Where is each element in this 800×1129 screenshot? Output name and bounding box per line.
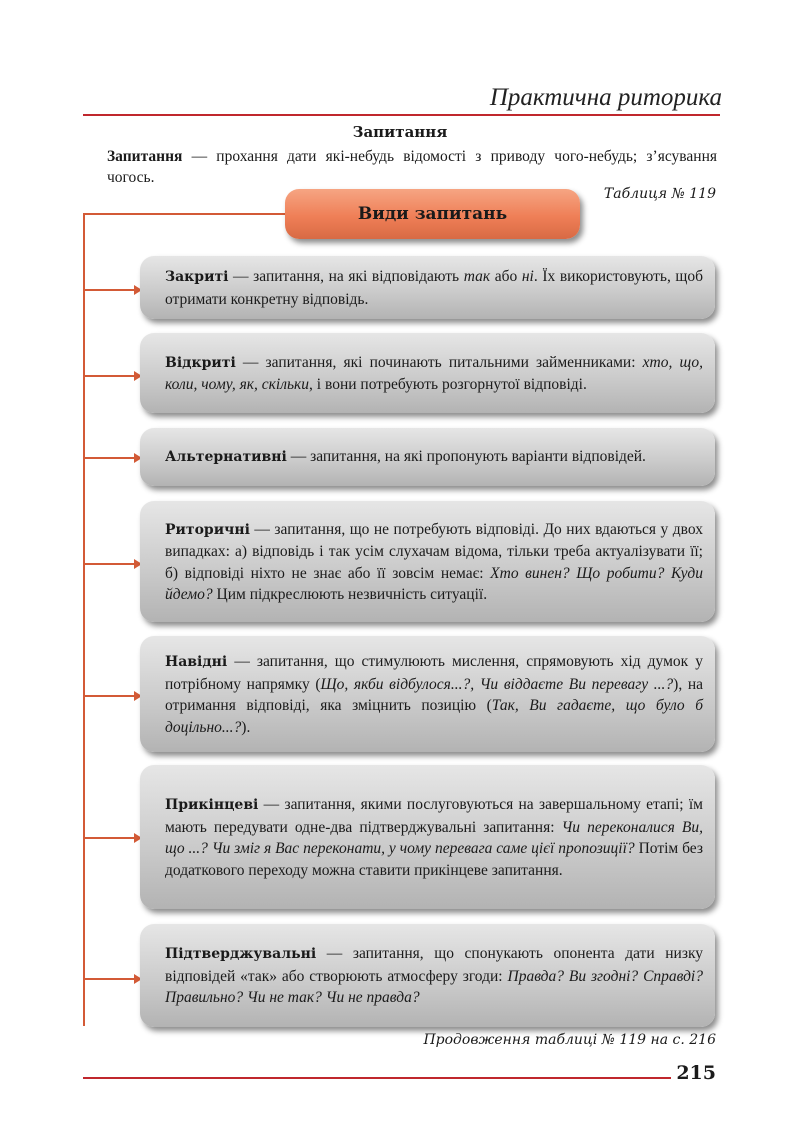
table-continued-note: Продовження таблиці № 119 на с. 216: [423, 1032, 716, 1048]
text-run: . Їх використовують, щоб отримати конкретну відповідь.: [165, 268, 703, 308]
question-type-text: [165, 446, 703, 469]
table-heading: Види запитань: [357, 204, 508, 224]
connector-arrow: [84, 457, 140, 459]
question-type-box-open: [140, 333, 715, 413]
text-run: — запитання, на які пропонують варіанти відповідей.: [286, 448, 646, 466]
table-heading-box: [285, 189, 580, 239]
connector-arrow: [84, 563, 140, 565]
text-run: Цим підкреслюють незвичність ситуації.: [212, 586, 488, 603]
question-type-term: Навідні: [165, 654, 228, 670]
question-type-box-confirming: [140, 924, 715, 1027]
question-type-term: Підтверджувальні: [165, 946, 317, 963]
definition-paragraph: [107, 146, 717, 188]
text-run-italic: Правда? Ви згодні? Справді? Правильно? Чи не так? Чи не правда?: [165, 967, 703, 1007]
text-run: ).: [241, 718, 251, 736]
text-run-italic: ні: [521, 268, 534, 285]
text-run-italic: Хто винен? Що робити? Куди йдемо?: [165, 564, 703, 603]
text-run: ), на отримання відповіді, яка зміцнить позицію (: [165, 675, 703, 714]
question-type-box-rhetorical: [140, 501, 715, 622]
question-type-box-leading: [140, 636, 715, 752]
text-run-italic: так: [463, 268, 491, 285]
question-type-term: Альтернативні: [165, 449, 287, 466]
question-type-term: Прикінцеві: [165, 797, 259, 813]
question-type-text: [165, 519, 703, 606]
question-type-text: [165, 266, 703, 310]
text-run: — запитання, що спонукають опонента дати низку відповідей «так» або створюють атмосферу згоди:: [165, 945, 703, 985]
question-type-text: [165, 943, 703, 1009]
footer-rule: [83, 1077, 671, 1079]
text-run: — запитання, що не потребують відповіді. До них вдаються у двох випадках: а) відповідь і так усім слухачам відома, тільки треба актуалізувати її; б) відповіді ніхто не знає або її зовсім немає:: [165, 520, 703, 582]
connector-arrow: [84, 695, 140, 697]
connector-arrow: [84, 289, 140, 291]
text-run-italic: Чи переконалися Ви, що ...? Чи зміг я Вас переконати, у чому перевага саме цієї пропозиції?: [165, 818, 703, 857]
running-header: Практична риторика: [489, 84, 722, 111]
question-type-term: Риторичні: [165, 521, 250, 538]
connector-top-line: [83, 213, 287, 215]
connector-arrow: [84, 837, 140, 839]
header-rule: [83, 114, 720, 116]
text-run: або: [490, 268, 522, 285]
text-run: — запитання, які починають питальними займенниками:: [235, 353, 643, 371]
text-run: — запитання, якими послуговуються на завершальному етапі; їм мають передувати одне-два підтверджувальні запитання:: [165, 796, 703, 836]
question-type-text: [165, 794, 703, 881]
table-label: Таблиця № 119: [603, 186, 716, 202]
connector-arrow: [84, 375, 140, 377]
page-number: 215: [676, 1062, 716, 1084]
connector-vertical-line: [83, 214, 85, 1026]
question-type-text: [165, 352, 703, 396]
text-run: Потім без додаткового переходу можна ставити прикінцеве запитання.: [165, 840, 703, 879]
question-type-box-alternative: [140, 428, 715, 486]
connector-arrow: [84, 978, 140, 980]
text-run: , і вони потребують розгорнутої відповіді.: [309, 376, 587, 393]
question-type-term: Закриті: [165, 269, 229, 285]
text-run: — запитання, на які відповідають: [228, 268, 464, 285]
text-run-italic: хто, що, коли, чому, як, скільки: [165, 353, 703, 393]
question-type-term: Відкриті: [165, 354, 236, 371]
definition-text: — прохання дати які-небудь відомості з приводу чого-небудь; з’ясування чогось.: [107, 148, 717, 186]
text-run-italic: Що, якби відбулося...?, Чи віддаєте Ви перевагу ...?: [320, 675, 674, 693]
text-run: — запитання, що стимулюють мислення, спрямовують хід думок у потрібному напрямку (: [165, 653, 703, 693]
definition-term: Запитання: [107, 148, 183, 165]
question-type-box-final: [140, 765, 715, 909]
text-run-italic: Так, Ви гадаєте, що було б доцільно...?: [165, 697, 703, 736]
section-title: Запитання: [352, 123, 448, 141]
question-type-box-closed: [140, 256, 715, 319]
question-type-text: [165, 651, 703, 738]
